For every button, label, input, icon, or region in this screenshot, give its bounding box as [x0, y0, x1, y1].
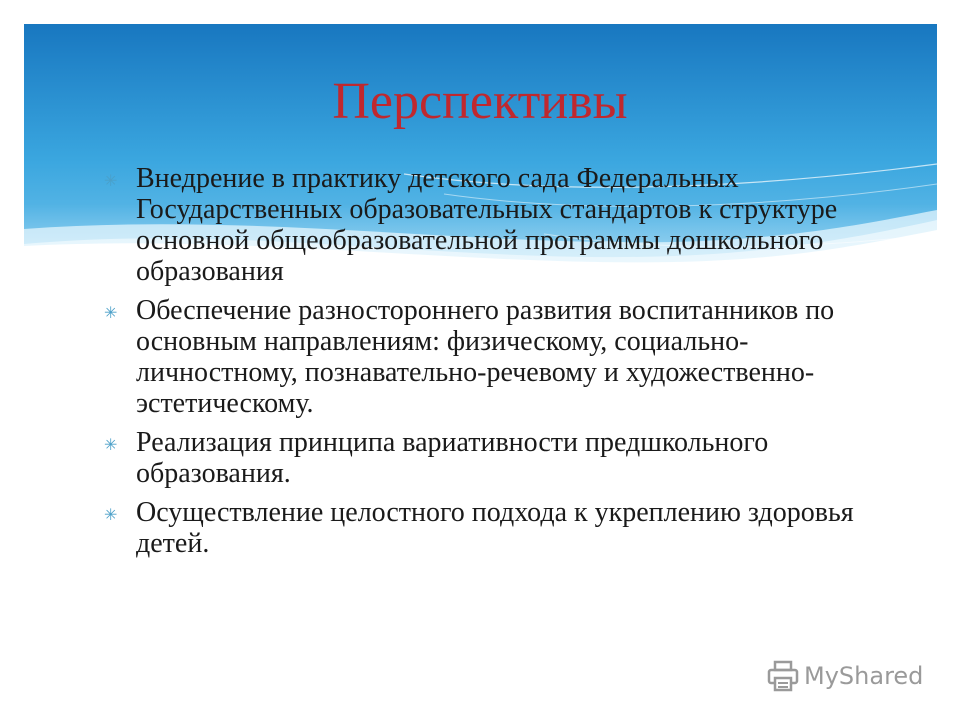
asterisk-bullet-icon: ✳ — [104, 303, 118, 322]
asterisk-bullet-icon: ✳ — [104, 171, 118, 190]
myshared-watermark — [766, 656, 923, 696]
list-item — [104, 497, 894, 559]
bullet-text: Внедрение в практику детского сада Федеральных Государственных образовательных стандартов к структуре основной общеобразовательной программы дошкольного образования — [136, 163, 838, 287]
bullet-text: Обеспечение разностороннего развития воспитанников по основным направлениям: физическому, социально-личностному, познавательно-речевому и художественно-эстетическому. — [136, 295, 835, 419]
bullet-list — [104, 163, 894, 567]
printer-logo-icon — [766, 659, 800, 693]
list-item — [104, 427, 894, 489]
asterisk-bullet-icon: ✳ — [104, 505, 118, 524]
bullet-text: Осуществление целостного подхода к укреплению здоровья детей. — [136, 497, 854, 559]
list-item — [104, 163, 894, 287]
asterisk-bullet-icon: ✳ — [104, 435, 118, 454]
bullet-text: Реализация принципа вариативности предшкольного образования. — [136, 427, 769, 489]
watermark-text: MyShared — [804, 662, 924, 690]
slide-title: Перспективы — [332, 73, 628, 130]
list-item — [104, 295, 894, 419]
